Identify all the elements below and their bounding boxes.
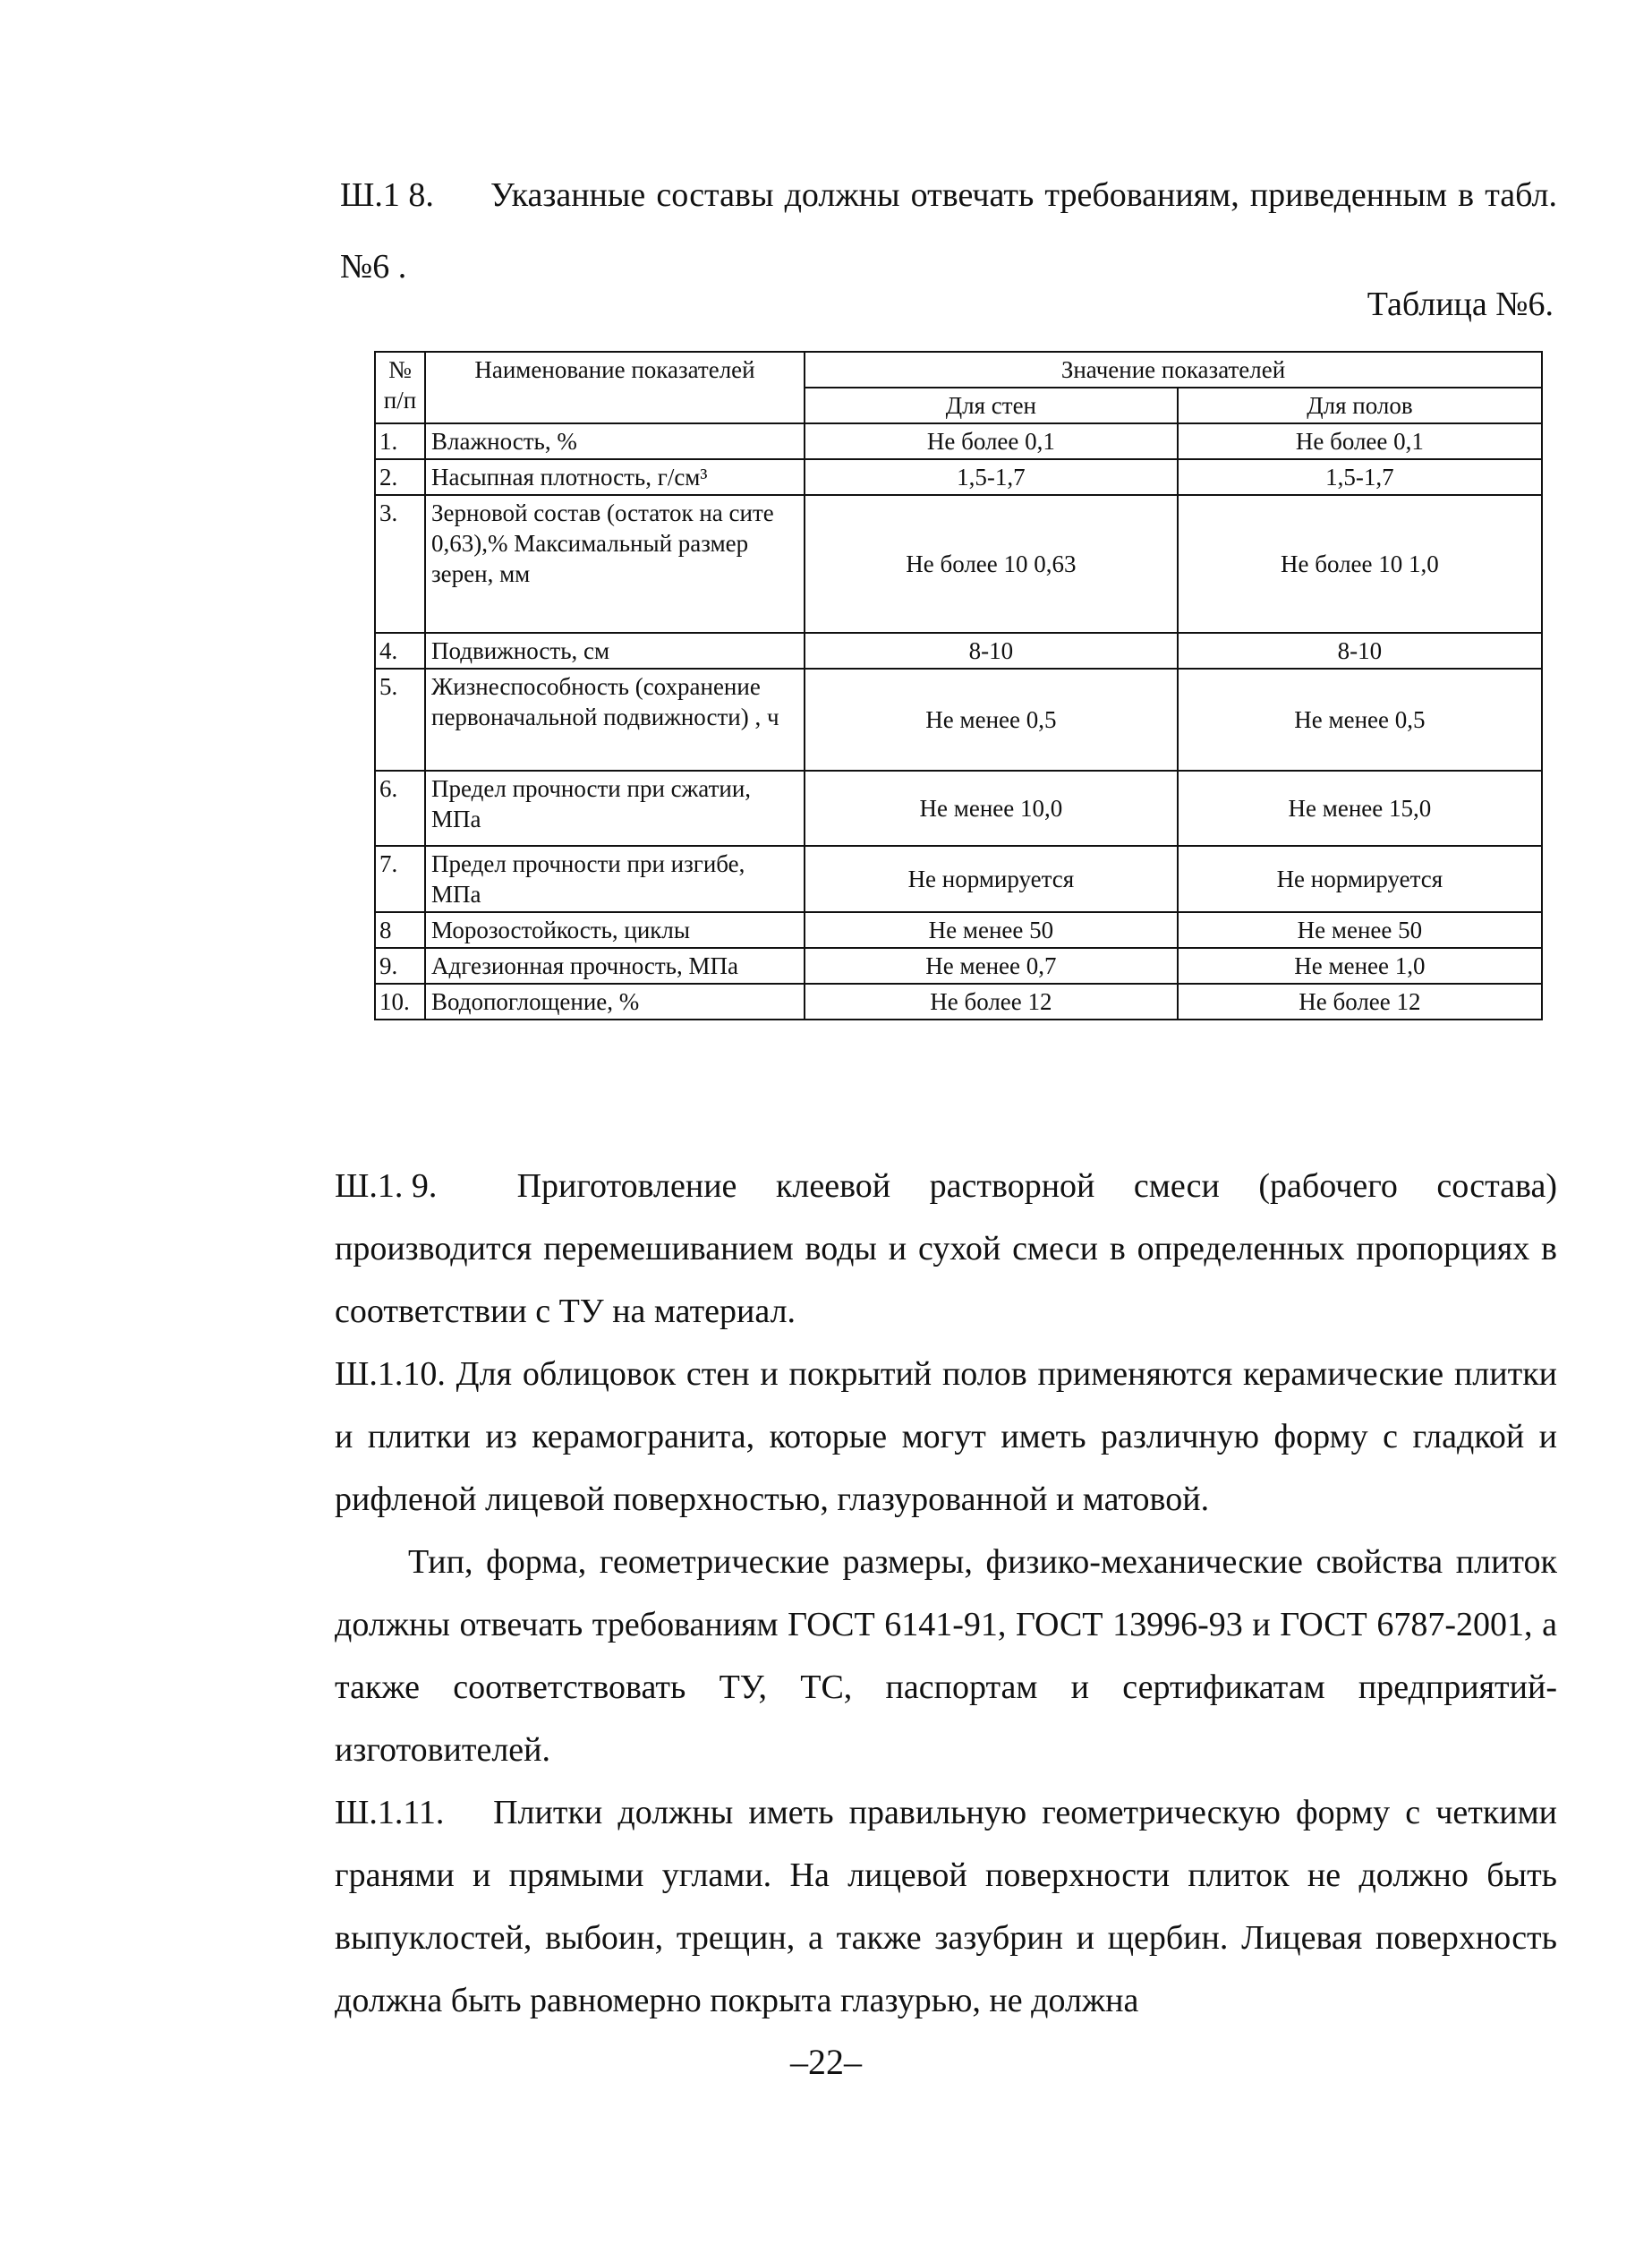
row-floors: 8-10: [1178, 633, 1542, 669]
row-floors: Не менее 0,5: [1178, 669, 1542, 771]
row-name: Водопоглощение, %: [425, 984, 805, 1020]
row-name: Предел прочности при изгибе, МПа: [425, 846, 805, 912]
table-row: [375, 771, 1542, 846]
row-walls: 8-10: [805, 633, 1178, 669]
table-caption: Таблица №6.: [1367, 286, 1554, 323]
row-name: Насыпная плотность, г/см³: [425, 459, 805, 495]
row-walls: Не более 12: [805, 984, 1178, 1020]
clause-number: Ш.1 8.: [340, 176, 434, 214]
clause-number: Ш.1.10.: [335, 1355, 446, 1393]
row-num: 1.: [375, 423, 425, 459]
paragraph-text: Приготовление клеевой растворной смеси (рабочего состава) производится перемешиванием воды и сухой смеси в определенных пропорциях в соответствии с ТУ на материал.: [335, 1167, 1558, 1330]
row-walls: Не менее 0,7: [805, 948, 1178, 984]
row-walls: Не менее 0,5: [805, 669, 1178, 771]
row-name: Адгезионная прочность, МПа: [425, 948, 805, 984]
row-walls: Не более 10 0,63: [805, 495, 1178, 633]
paragraph: [335, 1781, 1557, 2032]
table-row: [375, 948, 1542, 984]
row-num: 5.: [375, 669, 425, 771]
row-walls: 1,5-1,7: [805, 459, 1178, 495]
row-num: 3.: [375, 495, 425, 633]
row-num: 7.: [375, 846, 425, 912]
row-floors: Не нормируется: [1178, 846, 1542, 912]
row-num: 2.: [375, 459, 425, 495]
paragraph: [335, 1343, 1557, 1531]
intro-paragraph: [340, 159, 1557, 303]
row-floors: Не более 12: [1178, 984, 1542, 1020]
table-row: [375, 459, 1542, 495]
row-num: 9.: [375, 948, 425, 984]
paragraph-text: Тип, форма, геометрические размеры, физико-механические свойства плиток должны отвечать требованиям ГОСТ 6141-91, ГОСТ 13996-93 и ГОСТ 6787-2001, а также соответствовать ТУ, ТС, паспортам и сертификатам предприятий-изготовителей.: [335, 1543, 1557, 1769]
row-floors: Не более 0,1: [1178, 423, 1542, 459]
clause-number: Ш.1. 9.: [335, 1167, 438, 1205]
row-floors: Не более 10 1,0: [1178, 495, 1542, 633]
row-floors: Не менее 50: [1178, 912, 1542, 948]
row-floors: Не менее 15,0: [1178, 771, 1542, 846]
table-header-row: [375, 352, 1542, 388]
table-row: [375, 423, 1542, 459]
row-floors: 1,5-1,7: [1178, 459, 1542, 495]
paragraph-text: Плитки должны иметь правильную геометрическую форму с четкими гранями и прямыми углами. На лицевой поверхности плиток не должно быть выпуклостей, выбоин, трещин, а также зазубрин и щербин. Лицевая поверхность должна быть равномерно покрыта глазурью, не должна: [335, 1794, 1557, 2019]
paragraph-text: Для облицовок стен и покрытий полов применяются керамические плитки и плитки из керамогранита, которые могут иметь различную форму с гладкой и рифленой лицевой поверхностью, глазурованной и матовой.: [335, 1355, 1557, 1518]
table-row: [375, 984, 1542, 1020]
header-num: № п/п: [375, 352, 425, 423]
row-walls: Не менее 50: [805, 912, 1178, 948]
table-row: [375, 633, 1542, 669]
row-num: 6.: [375, 771, 425, 846]
row-num: 10.: [375, 984, 425, 1020]
row-name: Предел прочности при сжатии, МПа: [425, 771, 805, 846]
paragraph: [335, 1155, 1557, 1343]
row-floors: Не менее 1,0: [1178, 948, 1542, 984]
paragraph: [335, 1531, 1557, 1781]
clause-number: Ш.1.11.: [335, 1794, 445, 1831]
specification-table: [374, 351, 1543, 1020]
table-row: [375, 846, 1542, 912]
row-walls: Не нормируется: [805, 846, 1178, 912]
header-values: Значение показателей: [805, 352, 1542, 388]
page-number: –22–: [790, 2042, 862, 2082]
row-name: Подвижность, см: [425, 633, 805, 669]
body-text: [335, 1155, 1557, 2032]
row-name: Влажность, %: [425, 423, 805, 459]
row-name: Жизнеспособность (сохранение первоначальной подвижности) , ч: [425, 669, 805, 771]
row-name: Зерновой состав (остаток на сите 0,63),% Максимальный размер зерен, мм: [425, 495, 805, 633]
table-row: [375, 495, 1542, 633]
header-floors: Для полов: [1178, 388, 1542, 423]
header-walls: Для стен: [805, 388, 1178, 423]
row-walls: Не более 0,1: [805, 423, 1178, 459]
table-row: [375, 669, 1542, 771]
clause-text: Указанные составы должны отвечать требованиям, приведенным в табл. №6 .: [340, 176, 1557, 286]
header-name: Наименование показателей: [425, 352, 805, 423]
row-num: 4.: [375, 633, 425, 669]
row-num: 8: [375, 912, 425, 948]
row-name: Морозостойкость, циклы: [425, 912, 805, 948]
table-row: [375, 912, 1542, 948]
row-walls: Не менее 10,0: [805, 771, 1178, 846]
